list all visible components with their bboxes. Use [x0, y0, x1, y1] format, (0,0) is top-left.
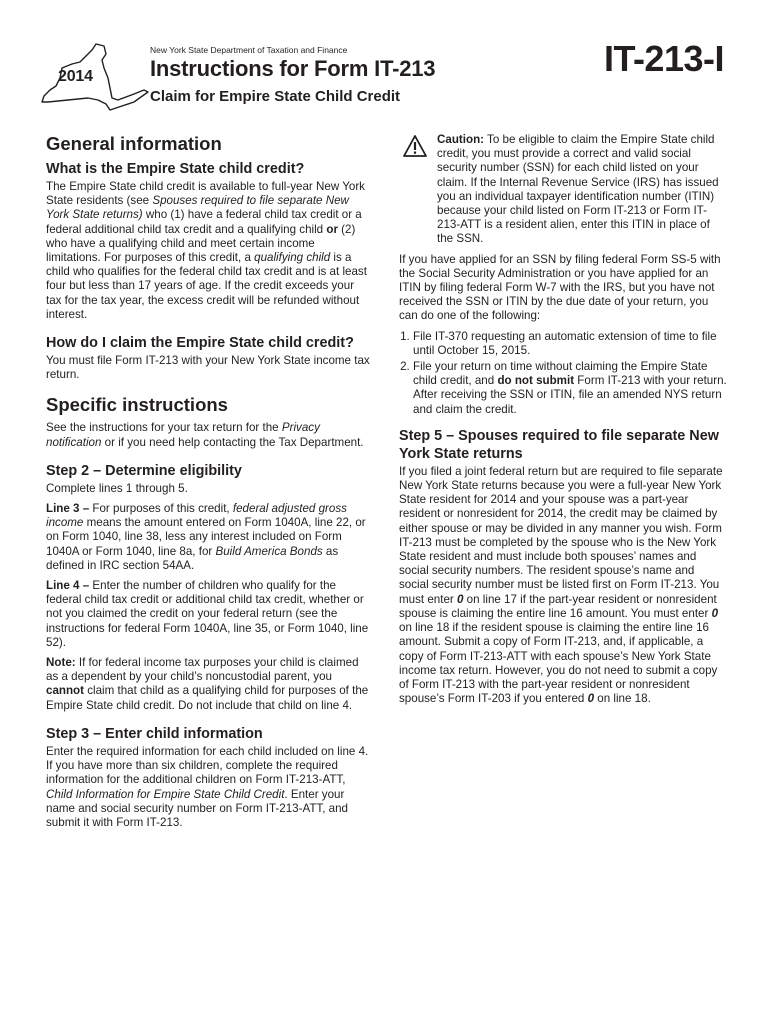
form-number: IT-213-I: [603, 38, 724, 79]
new-york-state-map-icon: [38, 42, 150, 114]
applied-paragraph: If you have applied for an SSN by filing federal Form SS-5 with the Social Security Administration or you have applied for an ITIN by filing federal Form W-7 with the IRS, but you have not received the SSN or ITIN by the due date of your return, you can do one of the following:: [399, 252, 721, 323]
department-name: New York State Department of Taxation and Finance: [150, 45, 348, 55]
step-2-heading: Step 2 – Determine eligibility: [46, 462, 242, 479]
page-subtitle: Claim for Empire State Child Credit: [150, 88, 401, 105]
general-information-heading: General information: [46, 133, 222, 154]
what-is-credit-heading: What is the Empire State child credit?: [46, 161, 305, 177]
step-5-paragraph: If you filed a joint federal return but are required to file separate New York State returns because you were a full-year New York State resident for 2014 and your spouse was a part-year resident or nonresident for 2014, the credit may be claimed by either spouse or may be divided in any manner you wish. Form IT-213 must be completed by the spouse who is the New York State resident and must include both spouses’ names and social security numbers. The resident spouse’s name and social security number must be listed first on Form IT-213. You must enter 0 on line 17 if the part-year resident or nonresident spouse is claiming the entire line 16 amount. You must enter 0 on line 18 if the resident spouse is claiming the entire line 16 amount. Submit a copy of Form IT-213, and, if applicable, a copy of Form IT-213-ATT with each spouse’s New York State income tax return. However, you do not need to submit a copy of Form IT-213 with the part-year resident or nonresident spouse’s Form IT-203 if you entered 0 on line 18.: [399, 464, 723, 706]
right-column: [399, 133, 727, 712]
warning-icon: [403, 135, 427, 157]
list-item: 1. File IT-370 requesting an automatic extension of time to file until October 15, 2015.: [413, 330, 727, 358]
page-header: [0, 0, 770, 115]
line-4-paragraph: Line 4 – Enter the number of children who qualify for the federal child tax credit or additional child tax credit, whether or not you claimed the credit on your federal return (see the instructions for federal Form 1040A, line 35, or Form 1040, line 52).: [46, 579, 369, 649]
specific-instructions-paragraph: See the instructions for your tax return for the Privacy notification or if you need help contacting the Tax Department.: [46, 421, 364, 449]
how-to-claim-paragraph: You must file Form IT-213 with your New York State income tax return.: [46, 354, 370, 382]
step-3-paragraph: Enter the required information for each child included on line 4. If you have more than six children, complete the required information for the additional children on Form IT-213-ATT, Child Information for Empire State Child Credit. Enter your name and social security number on Form IT-213-ATT, and submit it with Form IT-213.: [46, 744, 369, 829]
step-5-heading: Step 5 – Spouses required to file separate New York State returns: [399, 427, 719, 462]
step-2-paragraph: Complete lines 1 through 5.: [46, 481, 188, 495]
what-is-credit-paragraph: The Empire State child credit is available to full-year New York State residents (see Spouses required to file separate New York State returns) who (1) have a federal child tax credit or a federal additional child tax credit and a qualifying child or (2) who have a qualifying child and meet certain income limitations. For purposes of this credit, a qualifying child is a child who qualifies for the federal child tax credit and is at least four but less than 17 years of age. If the credit exceeds your tax for the tax year, the excess credit will be refunded without interest.: [46, 180, 367, 321]
how-to-claim-heading: How do I claim the Empire State child credit?: [46, 335, 354, 352]
options-list: [399, 330, 727, 417]
page-title: Instructions for Form IT-213: [150, 56, 436, 81]
step-3-heading: Step 3 – Enter child information: [46, 725, 263, 742]
caution-paragraph: Caution: To be eligible to claim the Empire State child credit, you must provide a correct and valid social security number (SSN) for each child listed on your claim. If the Internal Revenue Service (IRS) has issued you an individual taxpayer identification number (ITIN) because your child listed on Form IT-213 or Form IT-213-ATT is a resident alien, enter this ITIN in place of the SSN.: [399, 133, 727, 247]
left-column: [46, 133, 371, 836]
line-3-paragraph: Line 3 – For purposes of this credit, federal adjusted gross income means the amount entered on Form 1040A, line 22, or on Form 1040, line 38, less any interest included on Form 1040A or Form 1040, line 8a, for Build America Bonds as defined in IRC section 54AA.: [46, 502, 366, 572]
specific-instructions-heading: Specific instructions: [46, 394, 228, 416]
tax-year: 2014: [58, 68, 93, 85]
note-paragraph: Note: If for federal income tax purposes your child is claimed as a dependent by your child’s noncustodial parent, you cannot claim that child as a qualifying child for purposes of the Empire State child credit. Do not include that child on line 4.: [46, 656, 369, 712]
list-item: 2. File your return on time without claiming the Empire State child credit, and do not submit Form IT-213 with your return. After receiving the SSN or ITIN, file an amended NYS return and claim the credit.: [413, 360, 727, 417]
